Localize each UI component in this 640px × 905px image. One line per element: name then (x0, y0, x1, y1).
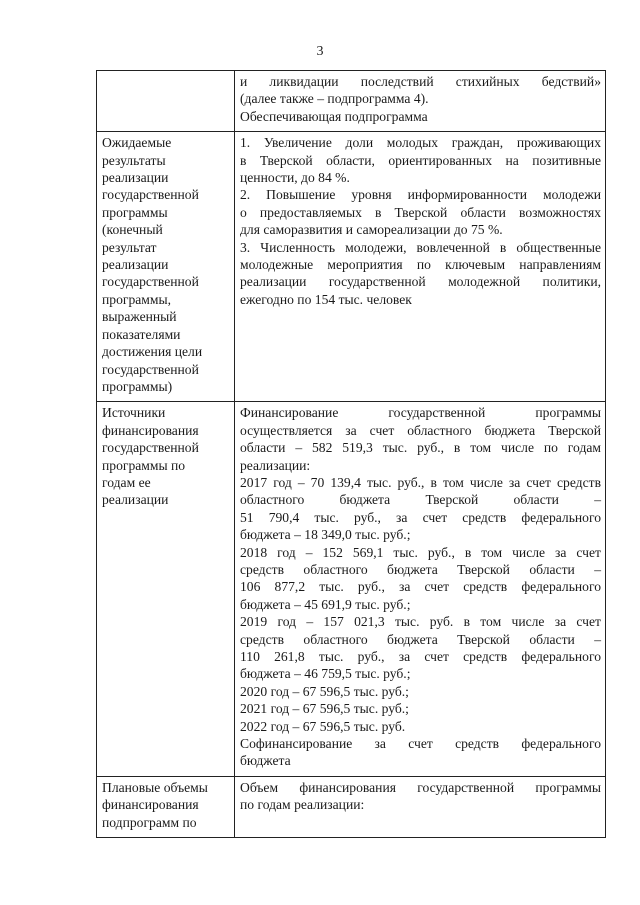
text-line: молодежные мероприятия по ключевым направлениям (240, 257, 601, 273)
text-line: (далее также – подпрограмма 4). (240, 91, 429, 107)
label-line: показателями (102, 326, 181, 342)
label-line: реализации (102, 492, 169, 508)
label-line: выраженный (102, 309, 177, 325)
text-line: области – 582 519,3 тыс. руб., в том числе по годам (240, 440, 601, 456)
label-line: реализации (102, 257, 169, 273)
label-line: финансирования (102, 797, 199, 813)
label-line: подпрограмм по (102, 814, 197, 830)
row-label-expected-results (97, 132, 235, 402)
text-line: Финансирование государственной программы (240, 405, 601, 421)
text-line: 110 261,8 тыс. руб., за счет средств федерального (240, 649, 601, 664)
label-line: достижения цели (102, 344, 203, 360)
text-line: Объем финансирования государственной программы (240, 779, 601, 795)
page-number: 3 (316, 44, 324, 59)
label-line: государственной (102, 274, 199, 290)
label-line: программы, (102, 291, 172, 307)
text-line: в Тверской области, ориентированных на позитивные (240, 152, 601, 168)
text-line: бюджета – 18 349,0 тыс. руб.; (240, 527, 411, 543)
table-row (97, 132, 606, 402)
program-passport-table (96, 70, 606, 838)
row-label-funding-sources (97, 402, 235, 777)
text-line: 2019 год – 157 021,3 тыс. руб. в том числе за счет (240, 614, 601, 630)
text-line: средств областного бюджета Тверской области – (240, 631, 601, 647)
row-content-expected-results (235, 132, 606, 402)
text-line: бюджета (240, 753, 291, 769)
text-line: Обеспечивающая подпрограмма (240, 108, 428, 124)
text-line: 2017 год – 70 139,4 тыс. руб., в том числе за счет средств (240, 474, 601, 490)
label-line: программы (102, 204, 168, 220)
table-row (97, 776, 606, 837)
text-line: 3. Численность молодежи, вовлеченной в общественные (240, 239, 601, 255)
row-label-empty (97, 71, 235, 132)
label-line: программы) (102, 378, 173, 394)
label-line: государственной (102, 187, 199, 203)
text-line: ежегодно по 154 тыс. человек (240, 291, 412, 307)
text-line: средств областного бюджета Тверской области – (240, 561, 601, 577)
text-line: 2022 год – 67 596,5 тыс. руб. (240, 718, 406, 734)
label-line: финансирования (102, 422, 199, 438)
text-line: для саморазвития и самореализации до 75 %. (240, 222, 503, 238)
text-line: и ликвидации последствий стихийных бедствий» (240, 74, 601, 89)
text-line: 2020 год – 67 596,5 тыс. руб.; (240, 683, 409, 699)
row-content-funding-sources (235, 402, 606, 777)
text-line: осуществляется за счет областного бюджета Тверской (240, 422, 601, 438)
label-line: Ожидаемые (102, 135, 172, 151)
text-line: 1. Увеличение доли молодых граждан, проживающих (240, 135, 601, 151)
label-line: годам ее (102, 474, 151, 490)
text-line: бюджета – 45 691,9 тыс. руб.; (240, 596, 411, 612)
label-line: государственной (102, 440, 199, 456)
row-label-planned-volumes (97, 776, 235, 837)
label-line: результаты (102, 152, 166, 168)
label-line: (конечный (102, 222, 163, 238)
label-line: Источники (102, 405, 166, 421)
text-line: бюджета – 46 759,5 тыс. руб.; (240, 666, 411, 682)
label-line: государственной (102, 361, 199, 377)
text-line: о предоставляемых в Тверской области возможностях (240, 204, 601, 220)
label-line: программы по (102, 457, 186, 473)
label-line: реализации (102, 170, 169, 186)
row-content-planned-volumes (235, 776, 606, 837)
label-line: результат (102, 239, 157, 255)
text-line: 2. Повышение уровня информированности молодежи (240, 187, 601, 203)
text-line: 2018 год – 152 569,1 тыс. руб., в том числе за счет (240, 544, 601, 560)
text-line: 106 877,2 тыс. руб., за счет средств федерального (240, 579, 601, 595)
text-line: 2021 год – 67 596,5 тыс. руб.; (240, 701, 409, 717)
text-line: ценности, до 84 %. (240, 170, 350, 186)
text-line: 51 790,4 тыс. руб., за счет средств федерального (240, 509, 601, 525)
table-row (97, 402, 606, 777)
text-line: по годам реализации: (240, 797, 365, 813)
text-line: реализации государственной молодежной политики, (240, 274, 601, 290)
text-line: реализации: (240, 457, 311, 473)
row-content-subprogram-tail (235, 71, 606, 132)
label-line: Плановые объемы (102, 779, 208, 795)
table-row (97, 71, 606, 132)
text-line: Софинансирование за счет средств федерального (240, 736, 601, 752)
text-line: областного бюджета Тверской области – (240, 492, 601, 508)
